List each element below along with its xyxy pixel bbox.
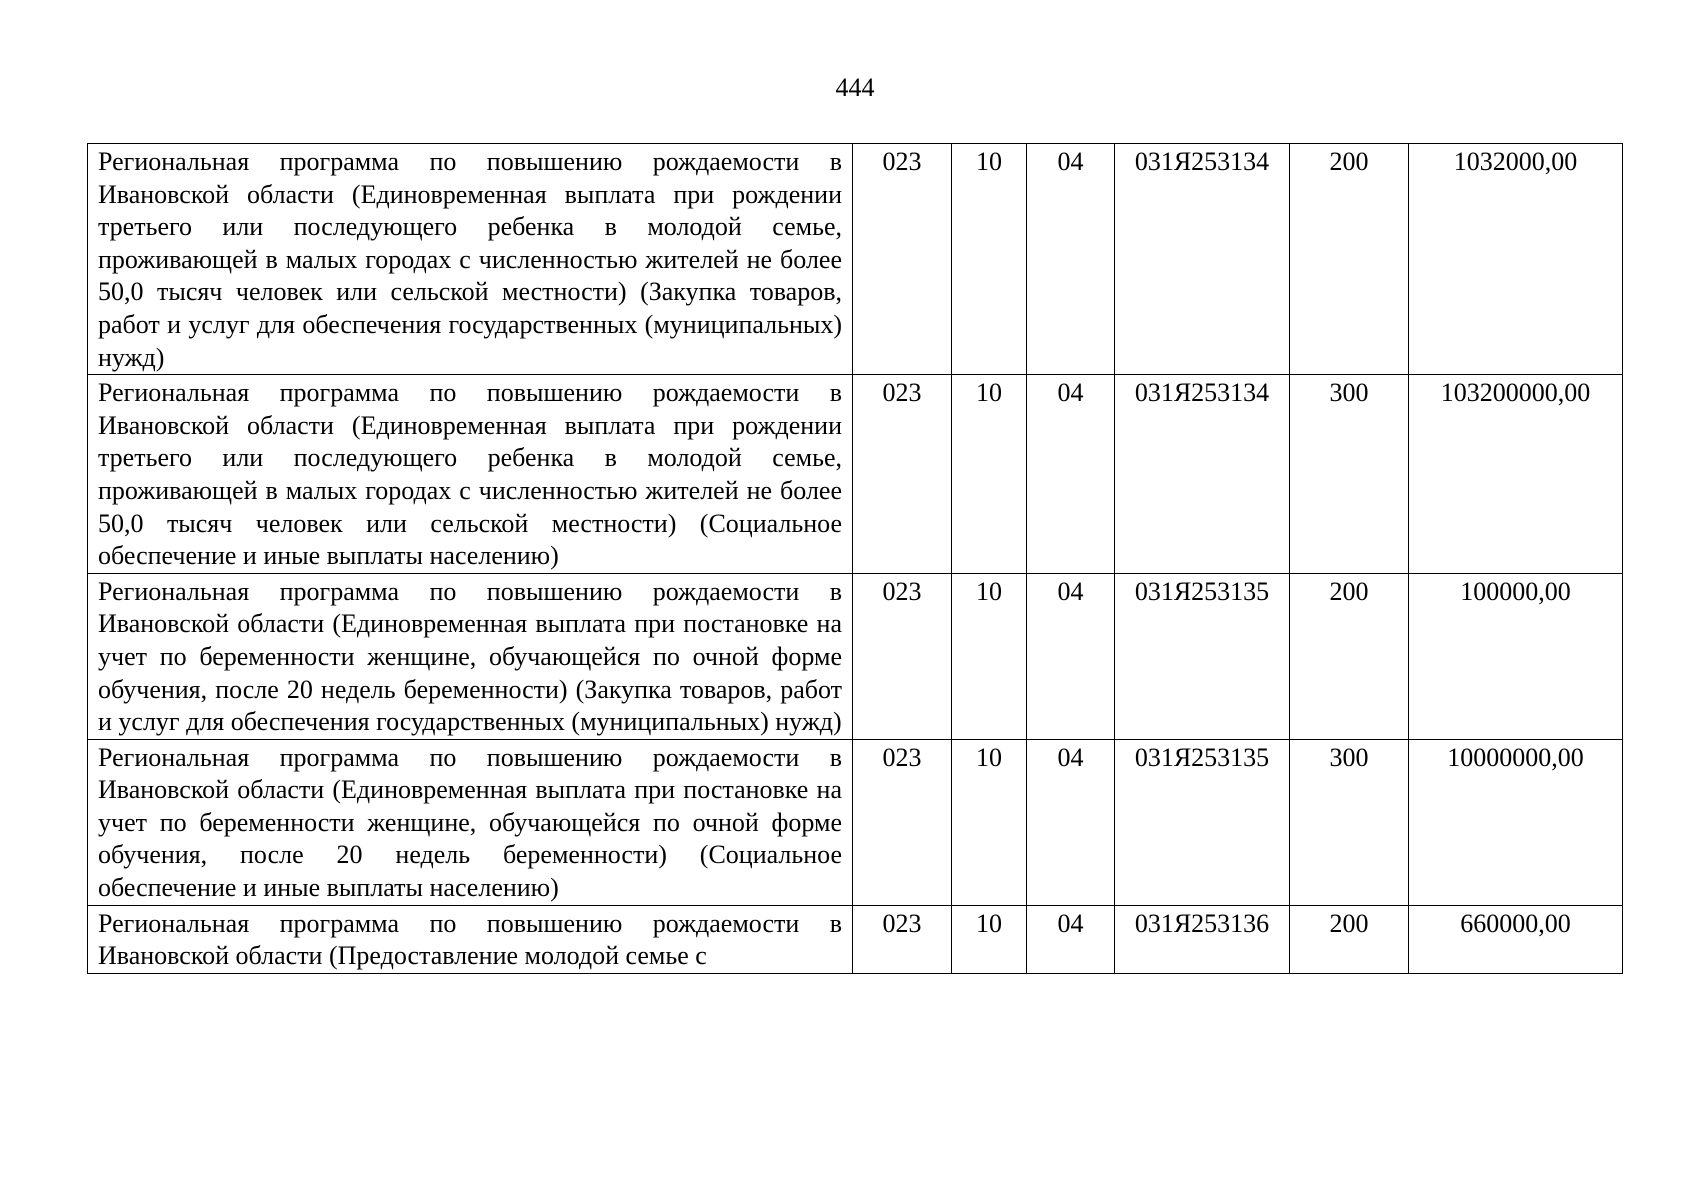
amount-cell: 1032000,00 [1409, 144, 1623, 375]
target-code-cell: 031Я253135 [1115, 573, 1290, 739]
code-2-cell: 10 [952, 375, 1027, 574]
row-description: Региональная программа по повышению рождаемости в Ивановской области (Предоставление молодой семье с [88, 905, 853, 973]
row-description: Региональная программа по повышению рождаемости в Ивановской области (Единовременная выплата при рождении третьего или последующего ребенка в молодой семье, проживающей в малых городах с численностью жителей не более 50,0 тысяч человек или сельской местности) (Закупка товаров, работ и услуг для обеспечения государственных (муниципальных) нужд) [88, 144, 853, 375]
row-description: Региональная программа по повышению рождаемости в Ивановской области (Единовременная выплата при рождении третьего или последующего ребенка в молодой семье, проживающей в малых городах с численностью жителей не более 50,0 тысяч человек или сельской местности) (Социальное обеспечение и иные выплаты населению) [88, 375, 853, 574]
code-2-cell: 10 [952, 739, 1027, 905]
table-row [88, 739, 1623, 905]
amount-cell: 10000000,00 [1409, 739, 1623, 905]
expense-type-cell: 300 [1290, 739, 1409, 905]
page-number: 444 [835, 73, 875, 102]
code-1-cell: 023 [853, 144, 952, 375]
row-description: Региональная программа по повышению рождаемости в Ивановской области (Единовременная выплата при постановке на учет по беременности женщине, обучающейся по очной форме обучения, после 20 недель беременности) (Социальное обеспечение и иные выплаты населению) [88, 739, 853, 905]
code-2-cell: 10 [952, 573, 1027, 739]
target-code-cell: 031Я253134 [1115, 144, 1290, 375]
code-2-cell: 10 [952, 905, 1027, 973]
code-3-cell: 04 [1027, 573, 1115, 739]
code-3-cell: 04 [1027, 739, 1115, 905]
expense-type-cell: 200 [1290, 905, 1409, 973]
code-1-cell: 023 [853, 905, 952, 973]
code-2-cell: 10 [952, 144, 1027, 375]
amount-cell: 100000,00 [1409, 573, 1623, 739]
code-1-cell: 023 [853, 573, 952, 739]
code-1-cell: 023 [853, 375, 952, 574]
expense-type-cell: 300 [1290, 375, 1409, 574]
row-description: Региональная программа по повышению рождаемости в Ивановской области (Единовременная выплата при постановке на учет по беременности женщине, обучающейся по очной форме обучения, после 20 недель беременности) (Закупка товаров, работ и услуг для обеспечения государственных (муниципальных) нужд) [88, 573, 853, 739]
expense-type-cell: 200 [1290, 144, 1409, 375]
target-code-cell: 031Я253134 [1115, 375, 1290, 574]
code-3-cell: 04 [1027, 905, 1115, 973]
table-row [88, 573, 1623, 739]
table-row [88, 144, 1623, 375]
amount-cell: 103200000,00 [1409, 375, 1623, 574]
amount-cell: 660000,00 [1409, 905, 1623, 973]
budget-table [87, 143, 1623, 974]
table-row [88, 375, 1623, 574]
code-3-cell: 04 [1027, 375, 1115, 574]
expense-type-cell: 200 [1290, 573, 1409, 739]
code-3-cell: 04 [1027, 144, 1115, 375]
code-1-cell: 023 [853, 739, 952, 905]
target-code-cell: 031Я253135 [1115, 739, 1290, 905]
table-row [88, 905, 1623, 973]
target-code-cell: 031Я253136 [1115, 905, 1290, 973]
